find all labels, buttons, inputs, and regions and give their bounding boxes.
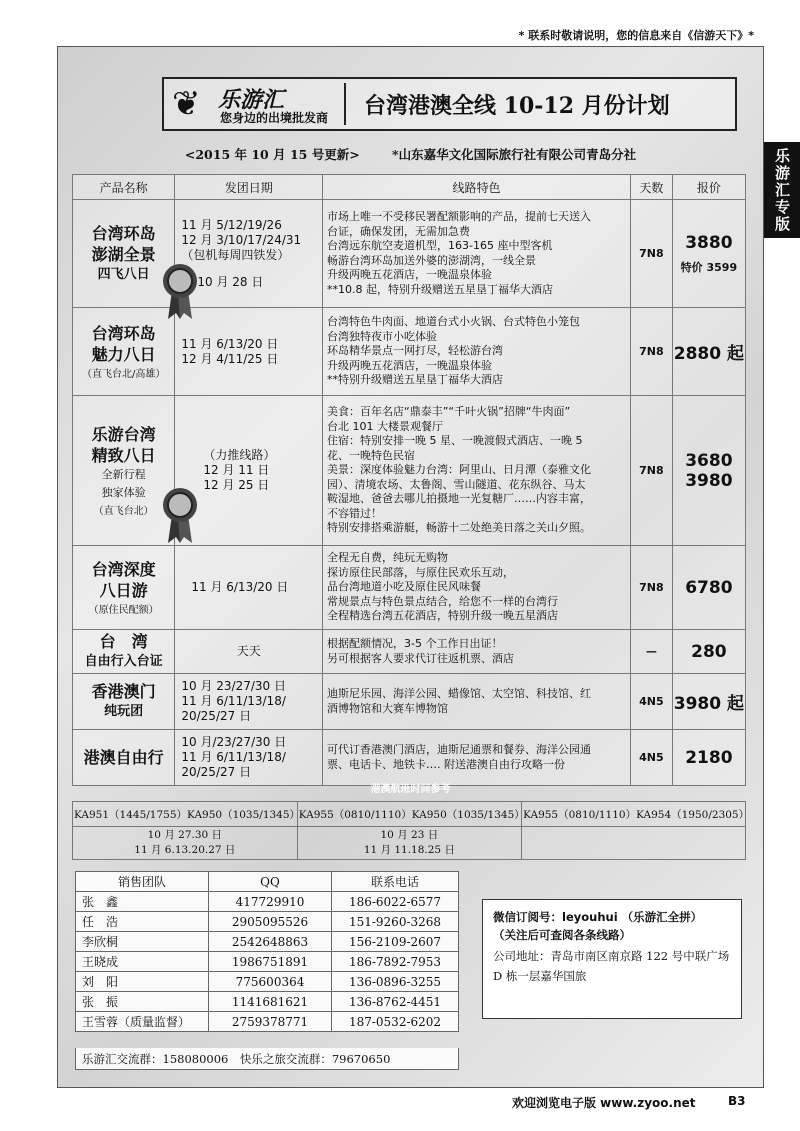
wechat-hint: （关注后可查阅各条线路） [493,928,631,942]
route-features-cell [323,308,631,396]
sales-row [76,992,459,1012]
price-cell [672,730,745,786]
product-name-cell [73,730,175,786]
departure-date: 11 月 5/12/19/26 [181,217,282,232]
sales-row [76,1012,459,1032]
product-row [73,630,746,674]
flights-table [72,801,750,860]
departure-date: 11 月 6/13/20 日 [181,336,279,351]
sales-row [76,952,459,972]
flight-route: KA951（1445/1755）KA950（1035/1345） [73,802,298,827]
price: 280 [691,641,727,662]
company-address: 公司地址：青岛市南区南京路 122 号中联广场 D 栋一层嘉华国旅 [493,949,730,983]
route-feature: 美食：百年名店“鼎泰丰”“千叶火锅”招牌“牛肉面” [327,405,571,419]
trip-days: 4N5 [630,730,672,786]
route-features-cell [323,200,631,308]
price-cell [672,396,745,546]
departure-date: （力推线路） [203,448,276,462]
product-name-line: 港澳自由行 [83,748,164,767]
departure-date: 12 月 25 日 [203,478,270,492]
route-features-cell [323,730,631,786]
header-banner [162,77,737,131]
departure-date: 12 月 3/10/17/24/31 [181,232,302,247]
route-feature: **特别升级赠送五星垦丁福华大酒店 [327,373,504,387]
sales-header-qq: QQ [209,872,332,892]
departure-dates-cell [175,630,323,674]
flight-date: 11 月 6.13.20.27 日 [134,844,236,856]
route-feature: 迪斯尼乐园、海洋公园、蜡像馆、太空馆、科技馆、红 [327,687,592,700]
brand-slogan: 您身边的出境批发商 [220,111,329,125]
route-feature: 可代订香港澳门酒店，迪斯尼通票和餐券、海洋公园通 [327,743,592,756]
product-name-line: 台湾环岛 [91,324,156,343]
wechat-box [482,899,742,1019]
sales-table [75,871,459,1032]
price-alt: 3980 [685,470,733,491]
sales-qq: 775600364 [209,972,332,992]
product-name-line: 八日游 [99,581,148,600]
price: 2880 起 [673,344,744,364]
departure-date: 11 月 6/11/13/18/ [181,750,286,764]
medal-icon [160,263,200,321]
route-feature: 台湾独特夜市小吃体验 [327,329,438,343]
trip-days: 7N8 [630,546,672,630]
flight-dates [522,827,746,860]
sales-name: 王雪蓉（质量监督） [76,1012,209,1032]
flight-date: 10 月 27.30 日 [147,829,223,841]
price: 6780 [685,577,733,598]
product-name-line: 乐游台湾 [91,425,156,444]
brand-logo [172,83,346,125]
route-features-cell [323,674,631,730]
sales-row [76,892,459,912]
header-price: 报价 [672,175,745,200]
route-feature: 探访原住民部落，与原住民欢乐互动， [327,565,515,579]
route-feature: 根据配额情况，3-5 个工作日出证！ [327,637,503,650]
price-cell [672,308,745,396]
trip-days: — [630,630,672,674]
route-features-cell [323,396,631,546]
sales-qq: 417729910 [209,892,332,912]
product-name-cell [73,674,175,730]
route-features-cell [323,630,631,674]
departure-dates-cell [175,674,323,730]
flights-title: 港澳航班时间参考 [370,784,451,795]
price: 3880 [685,232,733,253]
route-feature: 票、电话卡、地铁卡…. 附送港澳自由行攻略一份 [327,757,566,771]
route-feature: 鞍湿地、爸爸去哪儿拍摄地一光复糖厂……内容丰富， [327,492,592,506]
sales-phone: 187-0532-6202 [332,1012,459,1032]
sales-qq: 1986751891 [209,952,332,972]
update-date: <2015 年 10 月 15 号更新> [184,147,360,162]
update-line [58,145,763,163]
price-cell [672,546,745,630]
route-feature: 市场上唯一不受移民署配额影响的产品，提前七天送入 [327,210,592,223]
sales-phone: 186-7892-7953 [332,952,459,972]
departure-date: 20/25/27 日 [181,765,252,779]
departure-date: 12 月 11 日 [203,463,270,477]
flight-dates [73,827,298,860]
product-row [73,730,746,786]
sales-name: 任 浩 [76,912,209,932]
route-feature: 另可根据客人要求代订往返机票、酒店 [327,651,515,665]
route-feature: 全程精选台湾五花酒店，特别升级一晚五星酒店 [327,609,559,623]
route-feature: 花、一晚特色民宿 [327,448,416,462]
price-cell [672,630,745,674]
product-name-line: 精致八日 [91,446,156,465]
sales-header-row [76,872,459,892]
flight-route: KA955（0810/1110）KA950（1035/1345） [297,802,521,827]
flight-dates [297,827,521,860]
route-feature: 台北 101 大楼景观餐厅 [327,419,444,433]
special-price: 特价 3599 [680,260,738,274]
sales-qq: 1141681621 [209,992,332,1012]
sales-name: 李欣桐 [76,932,209,952]
departure-date: 11 月 6/11/13/18/ [181,694,286,708]
sales-phone: 136-8762-4451 [332,992,459,1012]
product-name-line: 魅力八日 [91,345,156,364]
departure-dates-cell [175,546,323,630]
sales-header-phone: 联系电话 [332,872,459,892]
product-name-line: 澎湖全景 [91,244,156,264]
chat-groups: 乐游汇交流群：158080006 快乐之旅交流群：79670650 [75,1048,459,1070]
wechat-account: 微信订阅号：leyouhui （乐游汇全拼） [493,910,703,924]
sales-header-name: 销售团队 [76,872,209,892]
product-row [73,546,746,630]
route-feature: 全程无自费，纯玩无购物 [327,551,449,565]
medal-icon [160,487,200,545]
sales-phone: 136-0896-3255 [332,972,459,992]
top-note: * 联系时敬请说明，您的信息来自《信游天下》* [518,29,754,42]
footer-link: 欢迎浏览电子版 www.zyoo.net [512,1096,696,1110]
route-feature: 台湾特色牛肉面、地道台式小火锅、台式特色小笼包 [327,315,581,329]
route-features-cell [323,546,631,630]
departure-date: 10 月/23/27/30 日 [181,735,287,749]
product-subtitle: 自由行入台证 [84,654,163,669]
flights-route-row [73,802,746,827]
route-feature: 畅游台湾环岛加送外婆的澎湖湾，一线全景 [327,253,537,267]
flight-date: 11 月 11.18.25 日 [363,844,455,856]
sales-qq: 2905095526 [209,912,332,932]
route-feature: 美景：深度体验魅力台湾：阿里山、日月潭（泰雅文化 [327,463,592,477]
route-feature: **10.8 起，特别升级赠送五星垦丁福华大酒店 [327,282,554,296]
sales-name: 张 振 [76,992,209,1012]
header-days: 天数 [630,175,672,200]
sales-name: 刘 阳 [76,972,209,992]
route-feature: 升级两晚五花酒店，一晚温泉体验 [327,268,493,281]
sales-phone: 151-9260-3268 [332,912,459,932]
product-row [73,674,746,730]
trip-days: 7N8 [630,396,672,546]
product-name-line: 香港澳门 [91,682,156,701]
departure-date: （包机每周四铁发） [181,247,290,262]
departure-date: 12 月 4/11/25 日 [181,351,279,366]
route-feature: 常规景点与特色景点结合，给您不一样的台湾行 [327,594,559,608]
product-name-line: 台湾环岛 [91,223,156,243]
sales-qq: 2759378771 [209,1012,332,1032]
trip-days: 4N5 [630,674,672,730]
brand-name: 乐游汇 [218,88,285,113]
product-note: （直飞台北） [93,506,154,517]
product-subtitle: 全新行程 [101,468,146,481]
departure-date: 10 月 28 日 [197,274,264,289]
route-feature: 台湾远东航空麦道机型，163-165 座中型客机 [327,239,553,252]
price: 3980 起 [673,694,744,714]
product-name-line: 四飞八日 [97,266,150,282]
route-feature: 环岛精华景点一网打尽，轻松游台湾 [327,344,504,358]
departure-date: 天天 [236,644,261,658]
route-feature: 品台湾地道小吃及原住民风味餐 [327,580,482,594]
sales-phone: 156-2109-2607 [332,932,459,952]
flight-date: 10 月 23 日 [380,829,439,841]
price: 2180 [685,747,733,768]
trip-days: 7N8 [630,308,672,396]
route-feature: 特别安排搭乘游艇，畅游十二处绝美日落之关山夕照。 [327,521,592,535]
product-name-cell [73,546,175,630]
product-name-line: 台 湾 [99,632,148,651]
sales-qq: 2542648863 [209,932,332,952]
price-cell [672,200,745,308]
table-header-row [73,175,746,200]
departure-dates-cell [175,730,323,786]
product-name-line: 台湾深度 [91,560,156,579]
side-tab: 乐游汇专版 [764,142,800,238]
price: 3680 [685,450,733,471]
route-feature: 酒博物馆和大赛车博物馆 [327,701,449,715]
route-feature: 住宿：特别安排一晚 5 星、一晚渡假式酒店、一晚 5 [327,434,583,448]
route-feature: 台证，确保发团，无需加急费 [327,224,471,238]
header-features: 线路特色 [323,175,631,200]
product-name-cell [73,630,175,674]
flight-route: KA955（0810/1110）KA954（1950/2305） [522,802,746,827]
departure-date: 10 月 23/27/30 日 [181,679,286,693]
sales-row [76,972,459,992]
butterfly-logo-icon: ❦ [172,84,201,124]
departure-date: 11 月 6/13/20 日 [191,580,289,594]
departure-date: 20/25/27 日 [181,709,252,723]
price-cell [672,674,745,730]
sales-row [76,912,459,932]
product-note: （直飞台北/高雄） [81,369,166,380]
route-feature: 园）、清境农场、太鲁阁、雪山隧道、花东纵谷、马太 [327,477,586,491]
sales-name: 张 鑫 [76,892,209,912]
trip-days: 7N8 [630,200,672,308]
product-note: （原住民配额） [88,605,159,616]
page-number: B3 [728,1094,746,1108]
route-feature: 升级两晚五花酒店，一晚温泉体验 [327,358,493,372]
header-dates: 发团日期 [175,175,323,200]
header-product: 产品名称 [73,175,175,200]
company-name: *山东嘉华文化国际旅行社有限公司青岛分社 [392,147,637,162]
page-frame [57,46,764,1088]
sales-name: 王晓成 [76,952,209,972]
sales-phone: 186-6022-6577 [332,892,459,912]
flights-dates-row [73,827,746,860]
product-subtitle: 独家体验 [101,486,146,499]
plan-title: 台湾港澳全线 10-12 月份计划 [364,93,670,119]
sales-row [76,932,459,952]
route-feature: 不容错过！ [327,506,383,520]
product-subtitle: 纯玩团 [104,704,144,719]
